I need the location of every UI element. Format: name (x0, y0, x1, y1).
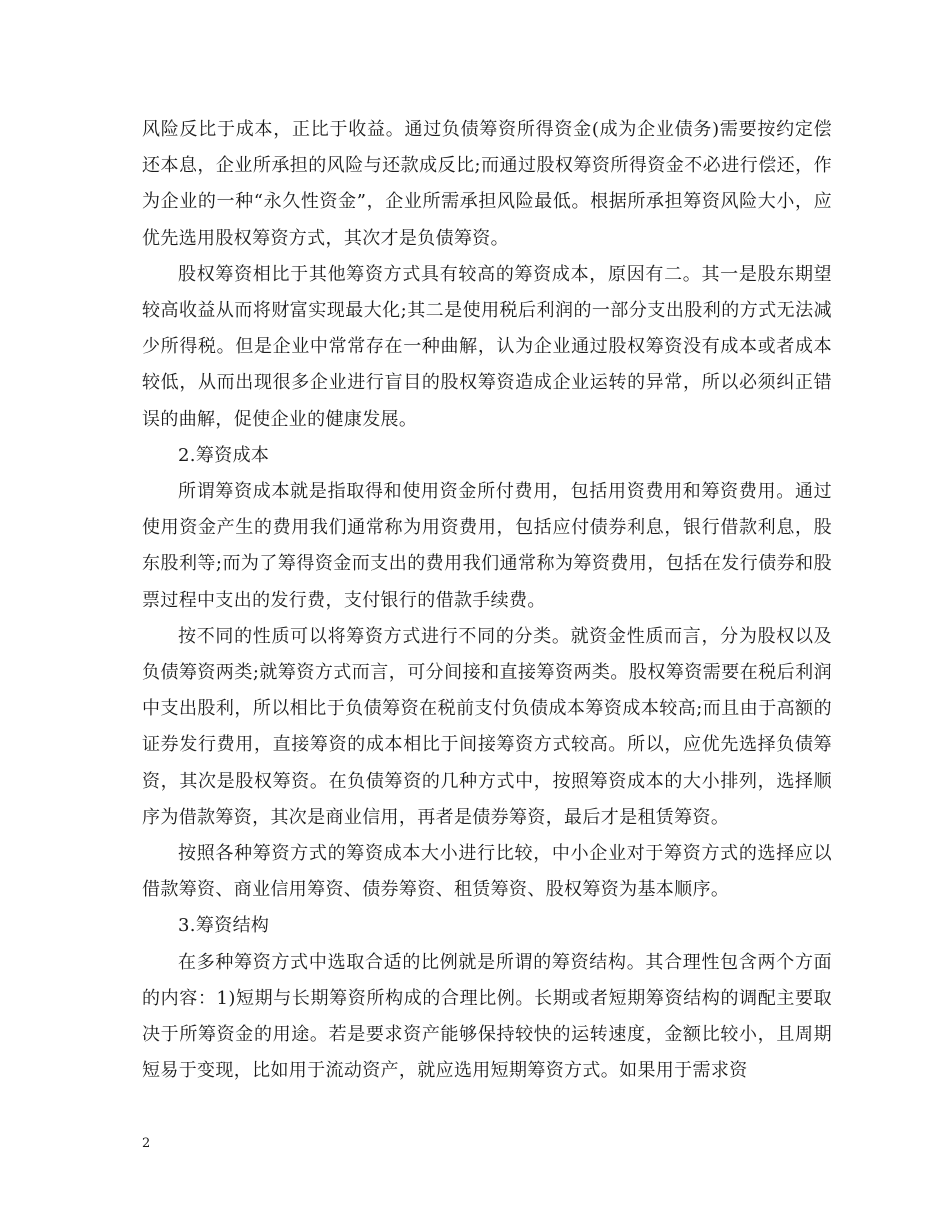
section-heading-financing-cost: 2.筹资成本 (178, 444, 270, 466)
document-body (142, 112, 832, 1089)
page-number: 2 (142, 1136, 151, 1151)
paragraph-financing-cost-definition: 所谓筹资成本就是指取得和使用资金所付费用，包括用资费用和筹资费用。通过使用资金产生的费用我们通常称为用资费用，包括应付债券利息，银行借款利息，股东股利等;而为了筹得资金而支出的费用我们通常称为筹资费用，包括在发行债券和股票过程中支出的发行费，支付银行的借款手续费。 (142, 481, 832, 611)
paragraph-financing-classification: 按不同的性质可以将筹资方式进行不同的分类。就资金性质而言，分为股权以及负债筹资两类;就筹资方式而言，可分间接和直接筹资两类。股权筹资需要在税后利润中支出股利，所以相比于负债筹资在税前支付负债成本筹资成本较高;而且由于高额的证券发行费用，直接筹资的成本相比于间接筹资方式较高。所以，应优先选择负债筹资，其次是股权筹资。在负债筹资的几种方式中，按照筹资成本的大小排列，选择顺序为借款筹资，其次是商业信用，再者是债券筹资，最后才是租赁筹资。 (142, 625, 832, 828)
paragraph-financing-structure: 在多种筹资方式中选取合适的比例就是所谓的筹资结构。其合理性包含两个方面的内容：1)短期与长期筹资所构成的合理比例。长期或者短期筹资结构的调配主要取决于所筹资金的用途。若是要求资产能够保持较快的运转速度，金额比较小，且周期短易于变现，比如用于流动资产，就应选用短期筹资方式。如果用于需求资 (142, 951, 832, 1082)
paragraph-risk-comparison: 风险反比于成本，正比于收益。通过负债筹资所得资金(成为企业债务)需要按约定偿还本息，企业所承担的风险与还款成反比;而通过股权筹资所得资金不必进行偿还，作为企业的一种“永久性资金”，企业所需承担风险最低。根据所承担筹资风险大小，应优先选用股权筹资方式，其次才是负债筹资。 (142, 119, 832, 249)
paragraph-financing-order: 按照各种筹资方式的筹资成本大小进行比较，中小企业对于筹资方式的选择应以借款筹资、商业信用筹资、债券筹资、租赁筹资、股权筹资为基本顺序。 (142, 843, 832, 901)
paragraph-equity-cost: 股权筹资相比于其他筹资方式具有较高的筹资成本，原因有二。其一是股东期望较高收益从而将财富实现最大化;其二是使用税后利润的一部分支出股利的方式无法减少所得税。但是企业中常常存在一种曲解，认为企业通过股权筹资没有成本或者成本较低，从而出现很多企业进行盲目的股权筹资造成企业运转的异常，所以必须纠正错误的曲解，促使企业的健康发展。 (142, 263, 832, 430)
section-heading-financing-structure: 3.筹资结构 (178, 915, 270, 937)
